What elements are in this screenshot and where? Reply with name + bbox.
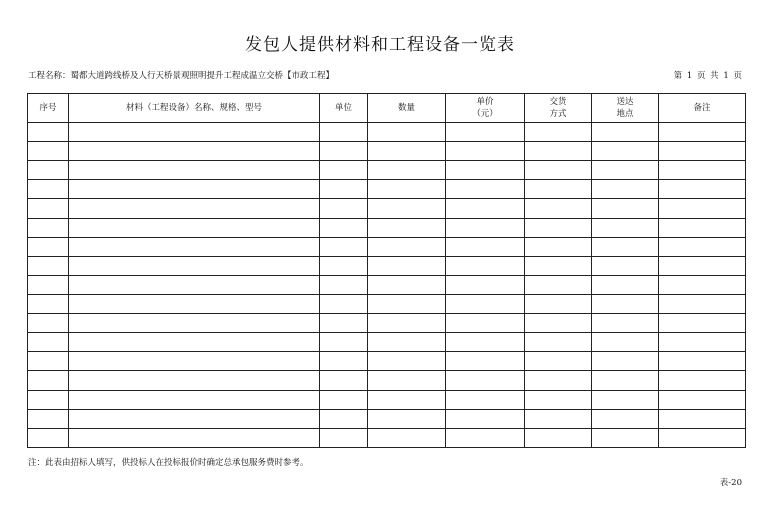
cell-delivery: [525, 180, 592, 199]
cell-remark: [659, 123, 746, 142]
cell-delivery: [525, 371, 592, 390]
cell-delivery: [525, 237, 592, 256]
cell-index: [28, 237, 69, 256]
cell-price: [446, 294, 525, 313]
cell-unit: [320, 218, 368, 237]
cell-delivery: [525, 294, 592, 313]
cell-place: [592, 314, 659, 333]
cell-price: [446, 142, 525, 161]
cell-index: [28, 314, 69, 333]
cell-remark: [659, 294, 746, 313]
table-row: [28, 256, 746, 275]
cell-remark: [659, 371, 746, 390]
cell-name: [69, 180, 320, 199]
cell-qty: [368, 123, 446, 142]
header-remark: 备注: [659, 94, 746, 123]
cell-unit: [320, 314, 368, 333]
cell-place: [592, 390, 659, 409]
page-title: 发包人提供材料和工程设备一览表: [245, 35, 515, 55]
table-row: [28, 123, 746, 142]
cell-index: [28, 409, 69, 428]
cell-index: [28, 294, 69, 313]
cell-name: [69, 409, 320, 428]
cell-name: [69, 237, 320, 256]
cell-price: [446, 123, 525, 142]
cell-place: [592, 180, 659, 199]
cell-price: [446, 428, 525, 447]
cell-delivery: [525, 333, 592, 352]
header-quantity: 数量: [368, 94, 446, 123]
cell-unit: [320, 142, 368, 161]
cell-unit: [320, 123, 368, 142]
table-row: [28, 371, 746, 390]
header-unit: 单位: [320, 94, 368, 123]
cell-price: [446, 256, 525, 275]
table-row: [28, 161, 746, 180]
cell-delivery: [525, 199, 592, 218]
cell-remark: [659, 390, 746, 409]
cell-remark: [659, 237, 746, 256]
cell-unit: [320, 294, 368, 313]
cell-delivery: [525, 256, 592, 275]
cell-delivery: [525, 161, 592, 180]
cell-name: [69, 333, 320, 352]
cell-place: [592, 428, 659, 447]
cell-unit: [320, 237, 368, 256]
cell-name: [69, 256, 320, 275]
cell-place: [592, 218, 659, 237]
table-row: [28, 352, 746, 371]
cell-unit: [320, 428, 368, 447]
header-name: 材料（工程设备）名称、规格、型号: [69, 94, 320, 123]
cell-remark: [659, 275, 746, 294]
header-index: 序号: [28, 94, 69, 123]
cell-price: [446, 333, 525, 352]
cell-price: [446, 199, 525, 218]
cell-remark: [659, 314, 746, 333]
cell-remark: [659, 218, 746, 237]
cell-index: [28, 180, 69, 199]
cell-unit: [320, 180, 368, 199]
cell-remark: [659, 142, 746, 161]
cell-index: [28, 352, 69, 371]
cell-price: [446, 314, 525, 333]
cell-delivery: [525, 275, 592, 294]
cell-remark: [659, 352, 746, 371]
header-unit-price: [446, 94, 525, 123]
cell-qty: [368, 333, 446, 352]
page-counter: 第 1 页 共 1 页: [673, 71, 742, 81]
cell-unit: [320, 352, 368, 371]
cell-qty: [368, 409, 446, 428]
cell-delivery: [525, 352, 592, 371]
cell-index: [28, 333, 69, 352]
cell-remark: [659, 409, 746, 428]
cell-name: [69, 390, 320, 409]
cell-unit: [320, 256, 368, 275]
table-row: [28, 218, 746, 237]
cell-delivery: [525, 142, 592, 161]
table-row: [28, 294, 746, 313]
cell-remark: [659, 333, 746, 352]
cell-place: [592, 409, 659, 428]
cell-name: [69, 371, 320, 390]
cell-place: [592, 123, 659, 142]
table-row: [28, 428, 746, 447]
cell-name: [69, 218, 320, 237]
cell-place: [592, 333, 659, 352]
cell-price: [446, 352, 525, 371]
cell-remark: [659, 428, 746, 447]
cell-qty: [368, 199, 446, 218]
footnote: 注：此表由招标人填写，供投标人在投标报价时确定总承包服务费时参考。: [28, 458, 309, 468]
cell-name: [69, 161, 320, 180]
table-row: [28, 333, 746, 352]
cell-unit: [320, 390, 368, 409]
cell-price: [446, 218, 525, 237]
header-delivery-method: [525, 94, 592, 123]
table-row: [28, 142, 746, 161]
table-row: [28, 409, 746, 428]
cell-delivery: [525, 409, 592, 428]
table-row: [28, 314, 746, 333]
table-row: [28, 237, 746, 256]
cell-delivery: [525, 123, 592, 142]
cell-place: [592, 256, 659, 275]
cell-index: [28, 123, 69, 142]
cell-unit: [320, 409, 368, 428]
cell-name: [69, 294, 320, 313]
cell-index: [28, 371, 69, 390]
cell-place: [592, 237, 659, 256]
cell-index: [28, 390, 69, 409]
cell-delivery: [525, 428, 592, 447]
cell-unit: [320, 199, 368, 218]
cell-place: [592, 352, 659, 371]
header-delivery-line2: 方式: [549, 109, 567, 119]
cell-unit: [320, 161, 368, 180]
header-delivery-line1: 交货: [549, 97, 567, 107]
project-name: 工程名称：蜀都大道跨线桥及人行天桥景观照明提升工程成温立交桥【市政工程】: [28, 71, 335, 81]
cell-price: [446, 161, 525, 180]
cell-price: [446, 237, 525, 256]
cell-index: [28, 428, 69, 447]
cell-place: [592, 275, 659, 294]
cell-name: [69, 199, 320, 218]
cell-remark: [659, 180, 746, 199]
cell-remark: [659, 199, 746, 218]
cell-place: [592, 294, 659, 313]
cell-delivery: [525, 218, 592, 237]
cell-name: [69, 142, 320, 161]
cell-place: [592, 371, 659, 390]
cell-name: [69, 123, 320, 142]
cell-place: [592, 142, 659, 161]
table-row: [28, 199, 746, 218]
header-delivery-place: [592, 94, 659, 123]
header-place-line2: 地点: [616, 109, 634, 119]
cell-qty: [368, 218, 446, 237]
cell-unit: [320, 371, 368, 390]
cell-index: [28, 256, 69, 275]
cell-qty: [368, 256, 446, 275]
cell-name: [69, 275, 320, 294]
cell-qty: [368, 352, 446, 371]
cell-place: [592, 161, 659, 180]
table-row: [28, 390, 746, 409]
cell-index: [28, 161, 69, 180]
table-row: [28, 180, 746, 199]
cell-price: [446, 390, 525, 409]
cell-qty: [368, 294, 446, 313]
header-place-line1: 送达: [616, 97, 634, 107]
cell-index: [28, 275, 69, 294]
cell-qty: [368, 237, 446, 256]
cell-unit: [320, 275, 368, 294]
cell-delivery: [525, 314, 592, 333]
cell-unit: [320, 333, 368, 352]
cell-qty: [368, 371, 446, 390]
cell-name: [69, 352, 320, 371]
cell-qty: [368, 161, 446, 180]
cell-remark: [659, 256, 746, 275]
cell-index: [28, 142, 69, 161]
cell-name: [69, 428, 320, 447]
cell-place: [592, 199, 659, 218]
cell-qty: [368, 428, 446, 447]
cell-index: [28, 199, 69, 218]
form-number: 表-20: [719, 478, 742, 488]
cell-remark: [659, 161, 746, 180]
cell-qty: [368, 314, 446, 333]
cell-qty: [368, 390, 446, 409]
header-unit-price-line1: 单价: [476, 97, 494, 107]
header-unit-price-line2: （元）: [472, 109, 498, 119]
cell-qty: [368, 180, 446, 199]
cell-qty: [368, 275, 446, 294]
table-body: [28, 123, 746, 448]
cell-price: [446, 275, 525, 294]
materials-table: [27, 93, 746, 448]
cell-qty: [368, 142, 446, 161]
cell-price: [446, 180, 525, 199]
cell-index: [28, 218, 69, 237]
cell-price: [446, 409, 525, 428]
table-row: [28, 275, 746, 294]
cell-name: [69, 314, 320, 333]
cell-delivery: [525, 390, 592, 409]
cell-price: [446, 371, 525, 390]
